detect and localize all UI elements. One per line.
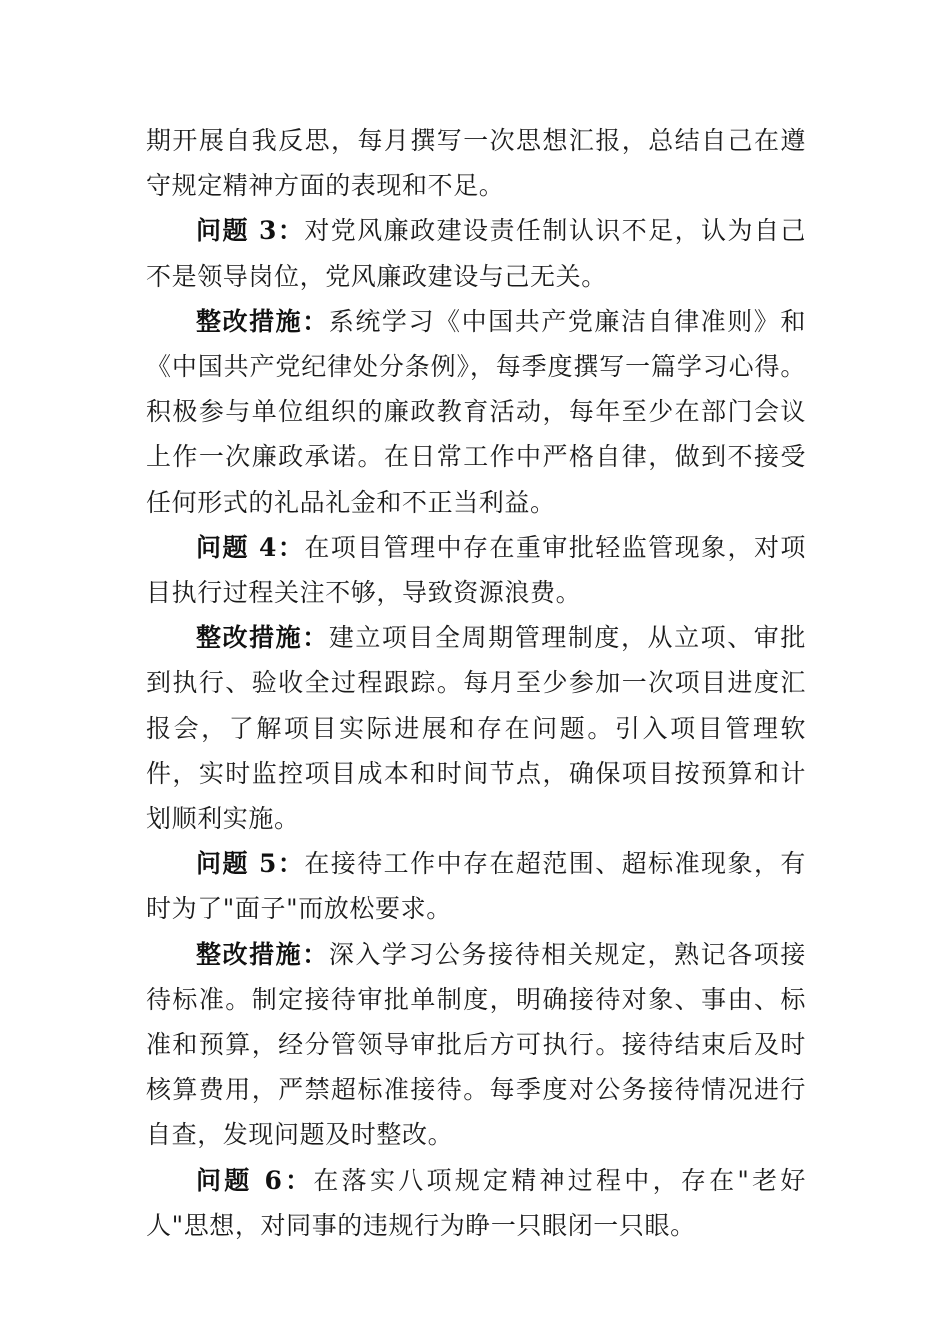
paragraph-text: 在落实八项规定精神过程中，存在"老好人"思想，对同事的违规行为睁一只眼闭一只眼。 (146, 1165, 806, 1240)
paragraph-problem-6 (146, 1158, 806, 1248)
problem-label: 问题 6： (196, 1165, 314, 1195)
problem-label: 问题 4： (196, 532, 305, 562)
measures-label: 整改措施： (196, 623, 329, 653)
paragraph-problem-5 (146, 841, 806, 931)
paragraph-text: 深入学习公务接待相关规定，熟记各项接待标准。制定接待审批单制度，明确接待对象、事由、标准和预算，经分管领导审批后方可执行。接待结束后及时核算费用，严禁超标准接待。每季度对公务接待情况进行自查，发现问题及时整改。 (146, 939, 806, 1150)
paragraph-problem-4 (146, 525, 806, 615)
paragraph-measures-4 (146, 615, 806, 841)
paragraph-text: 在项目管理中存在重审批轻监管现象，对项目执行过程关注不够，导致资源浪费。 (146, 532, 806, 608)
paragraph-text: 期开展自我反思，每月撰写一次思想汇报，总结自己在遵守规定精神方面的表现和不足。 (146, 126, 806, 201)
paragraph-text: 建立项目全周期管理制度，从立项、审批到执行、验收全过程跟踪。每月至少参加一次项目进度汇报会，了解项目实际进展和存在问题。引入项目管理软件，实时监控项目成本和时间节点，确保项目按预算和计划顺利实施。 (146, 623, 806, 834)
paragraph-continuation (146, 118, 806, 208)
paragraph-text: 对党风廉政建设责任制认识不足，认为自己不是领导岗位，党风廉政建设与己无关。 (146, 216, 806, 291)
paragraph-text: 系统学习《中国共产党廉洁自律准则》和《中国共产党纪律处分条例》，每季度撰写一篇学习心得。积极参与单位组织的廉政教育活动，每年至少在部门会议上作一次廉政承诺。在日常工作中严格自律，做到不接受任何形式的礼品礼金和不正当利益。 (146, 306, 806, 517)
paragraph-text: 在接待工作中存在超范围、超标准现象，有时为了"面子"而放松要求。 (146, 849, 806, 924)
problem-label: 问题 5： (196, 849, 305, 879)
problem-label: 问题 3： (196, 216, 305, 246)
document-body (146, 118, 806, 1248)
paragraph-problem-3 (146, 208, 806, 298)
measures-label: 整改措施： (196, 939, 329, 969)
paragraph-measures-5 (146, 932, 806, 1158)
measures-label: 整改措施： (196, 306, 329, 336)
paragraph-measures-3 (146, 299, 806, 525)
